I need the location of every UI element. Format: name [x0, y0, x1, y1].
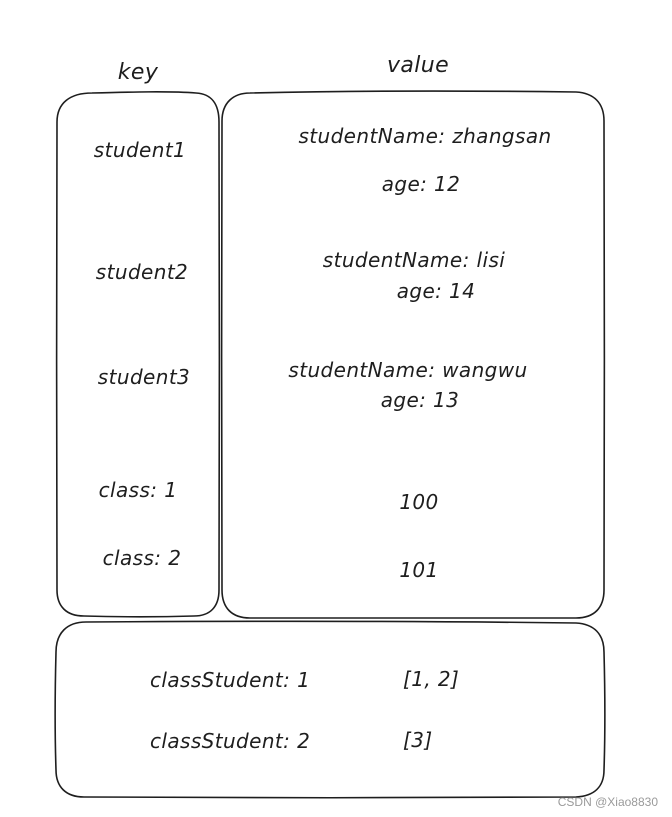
value-student1-name: studentName: zhangsan — [298, 124, 552, 148]
key-class-1: class: 1 — [98, 478, 178, 502]
class-student-2-key: classStudent: 2 — [150, 729, 311, 753]
value-student3-age: age: 13 — [380, 388, 460, 412]
class-student-2-value: [3] — [403, 728, 433, 752]
key-column-box — [57, 92, 220, 617]
class-student-1-value: [1, 2] — [403, 667, 460, 691]
class-student-box — [55, 621, 605, 797]
key-student1: student1 — [93, 138, 187, 162]
key-student2: student2 — [95, 260, 189, 284]
key-student3: student3 — [97, 365, 191, 389]
value-student1-age: age: 12 — [381, 172, 461, 196]
watermark: CSDN @Xiao8830 — [557, 795, 658, 809]
value-column-box — [222, 91, 605, 619]
class-student-1-key: classStudent: 1 — [150, 668, 311, 692]
value-class-1: 100 — [399, 490, 439, 514]
value-student2-age: age: 14 — [396, 279, 476, 303]
key-class-2: class: 2 — [102, 546, 182, 570]
key-header: key — [117, 60, 159, 85]
value-student3-name: studentName: wangwu — [288, 358, 528, 382]
value-header: value — [386, 53, 450, 78]
value-class-2: 101 — [399, 558, 439, 582]
value-student2-name: studentName: lisi — [322, 248, 506, 272]
